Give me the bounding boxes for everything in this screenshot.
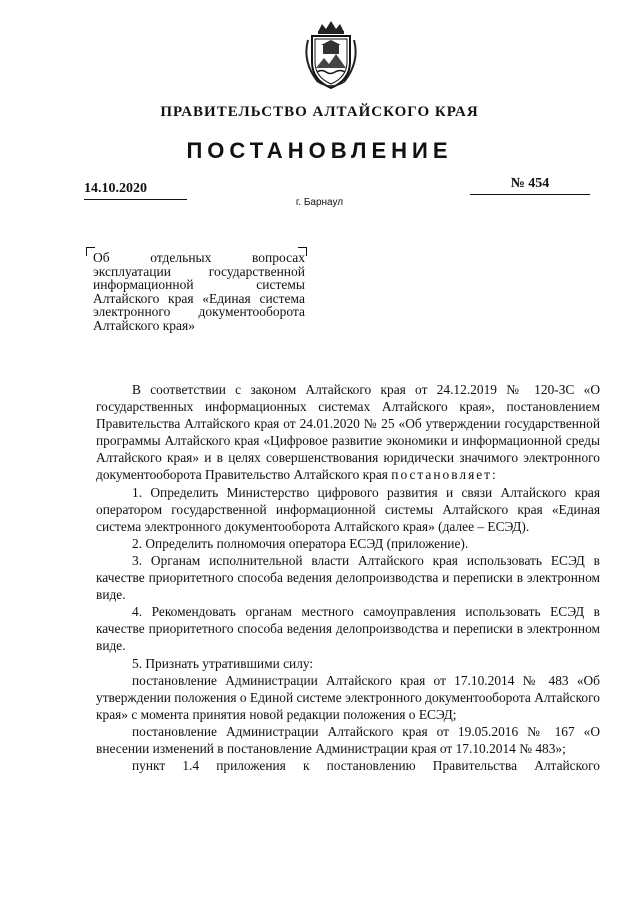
coat-of-arms-icon (296, 18, 366, 92)
repealed-act-2: постановление Администрации Алтайского края от 19.05.2016 № 167 «О внесении изменений в постановление Администрации края от 17.10.2014 № 483»; (96, 723, 600, 756)
repealed-act-3: пункт 1.4 приложения к постановлению Правительства Алтайского (132, 758, 600, 774)
item-paragraph-5: 5. Признать утратившими силу: (132, 655, 314, 671)
item-paragraph-4: 4. Рекомендовать органам местного самоуправления использовать ЕСЭД в качестве приоритетного способа ведения делопроизводства и переписки в электронном виде. (96, 604, 600, 654)
document-type-title: ПОСТАНОВЛЕНИЕ (186, 138, 453, 163)
item-paragraph-1: 1. Определить Министерство цифрового развития и связи Алтайского края оператором государственной информационной системы Алтайского края «Единая система электронного документооборота Алтайского края» (далее – ЕСЭД). (96, 484, 600, 534)
document-number: № 454 (470, 176, 590, 195)
document-date: 14.10.2020 (84, 181, 187, 200)
decree-colon: : (492, 467, 496, 483)
decree-word: постановляет (391, 467, 493, 483)
document-city: г. Барнаул (295, 197, 344, 208)
preamble-paragraph (96, 381, 600, 484)
document-body (96, 381, 600, 774)
item-paragraph-3: 3. Органам исполнительной власти Алтайского края использовать ЕСЭД в качестве приоритетного способа ведения делопроизводства и переписки в электронном виде. (96, 552, 600, 603)
item-paragraph-2: 2. Определить полномочия оператора ЕСЭД (приложение). (132, 535, 469, 551)
government-title: ПРАВИТЕЛЬСТВО АЛТАЙСКОГО КРАЯ (160, 104, 479, 120)
document-subject: Об отдельных вопросах эксплуатации государственной информационной системы Алтайского края «Единая система электронного документооборота Алтайского края» (93, 250, 305, 333)
preamble-text: В соответствии с законом Алтайского края от 24.12.2019 № 120-ЗС «О государственных информационных системах Алтайского края», постановлением Правительства Алтайского края от 24.01.2020 № 25 «Об утверждении государственной программы Алтайского края «Цифровое развитие экономики и информационной среды Алтайского края» и в целях совершенствования юридически значимого электронного документооборота Правительство Алтайского края (96, 382, 600, 483)
repealed-act-1: постановление Администрации Алтайского края от 17.10.2014 № 483 «Об утверждении положения о Единой системе электронного документооборота Алтайского края» с момента принятия новой редакции положения о ЕСЭД; (96, 672, 600, 722)
